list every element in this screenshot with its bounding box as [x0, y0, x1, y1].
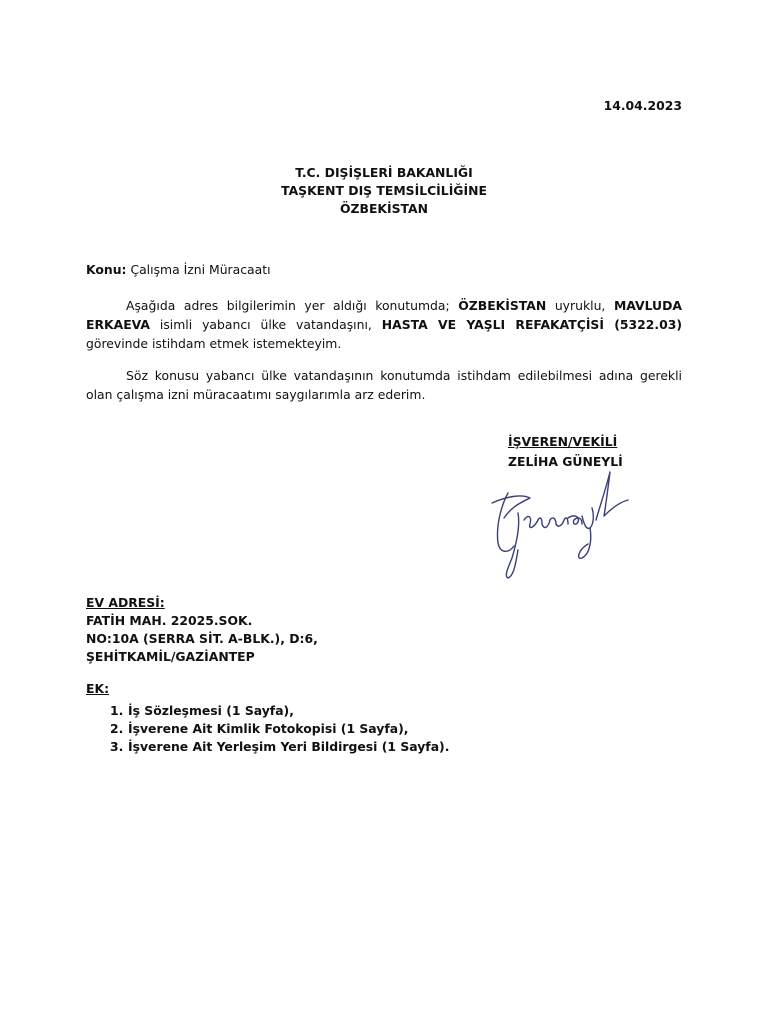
attachment-text: İşverene Ait Kimlik Fotokopisi (1 Sayfa),: [128, 721, 409, 736]
signer-name: ZELİHA GÜNEYLİ: [508, 454, 623, 469]
addressee-line-mission: TAŞKENT DIŞ TEMSİLCİLİĞİNE: [281, 183, 487, 198]
address-line-1: FATİH MAH. 22025.SOK.: [86, 613, 253, 628]
subject-line: [86, 262, 271, 277]
handwritten-signature: [478, 458, 648, 583]
paragraph2-text: Söz konusu yabancı ülke vatandaşının konutumda istihdam edilebilmesi adına gerekli olan çalışma izni müracaatımı saygılarımla arz ederim.: [86, 368, 682, 402]
address-line-2: NO:10A (SERRA SİT. A-BLK.), D:6,: [86, 631, 318, 646]
nationality-value: ÖZBEKİSTAN: [458, 298, 547, 313]
addressee-line-country: ÖZBEKİSTAN: [339, 201, 428, 216]
attachments-block: [86, 680, 449, 756]
subject-text: Çalışma İzni Müracaatı: [126, 262, 271, 277]
body-paragraph-1: [86, 296, 682, 353]
paragraph1-text-b: uyruklu,: [546, 298, 614, 313]
attachments-label: EK:: [86, 681, 110, 696]
address-label: EV ADRESİ:: [86, 595, 165, 610]
employee-name: MAVLUDA ERKAEVA: [86, 298, 682, 332]
addressee-line-ministry: T.C. DIŞİŞLERİ BAKANLIĞI: [295, 165, 473, 180]
attachments-list: [86, 702, 449, 756]
addressee-block: [0, 164, 768, 218]
home-address-block: [86, 594, 318, 666]
letter-date: 14.04.2023: [603, 98, 682, 113]
paragraph1-text-a: Aşağıda adres bilgilerimin yer aldığı konutumda;: [126, 298, 459, 313]
attachment-text: İşverene Ait Yerleşim Yeri Bildirgesi (1 Sayfa).: [128, 739, 450, 754]
subject-label: Konu:: [86, 262, 127, 277]
body-paragraph-2: [86, 366, 682, 404]
list-item: [110, 720, 449, 738]
list-item: [110, 702, 449, 720]
attachment-number: 1.: [110, 703, 124, 718]
job-position: HASTA VE YAŞLI REFAKATÇİSİ (5322.03): [381, 317, 683, 332]
attachment-number: 2.: [110, 721, 124, 736]
paragraph1-text-d: görevinde istihdam etmek istemekteyim.: [86, 336, 342, 351]
signer-title: İŞVEREN/VEKİLİ: [508, 434, 618, 449]
attachment-number: 3.: [110, 739, 124, 754]
attachment-text: İş Sözleşmesi (1 Sayfa),: [128, 703, 294, 718]
list-item: [110, 738, 449, 756]
paragraph1-text-c: isimli yabancı ülke vatandaşını,: [150, 317, 382, 332]
address-line-3: ŞEHİTKAMİL/GAZİANTEP: [86, 649, 255, 664]
